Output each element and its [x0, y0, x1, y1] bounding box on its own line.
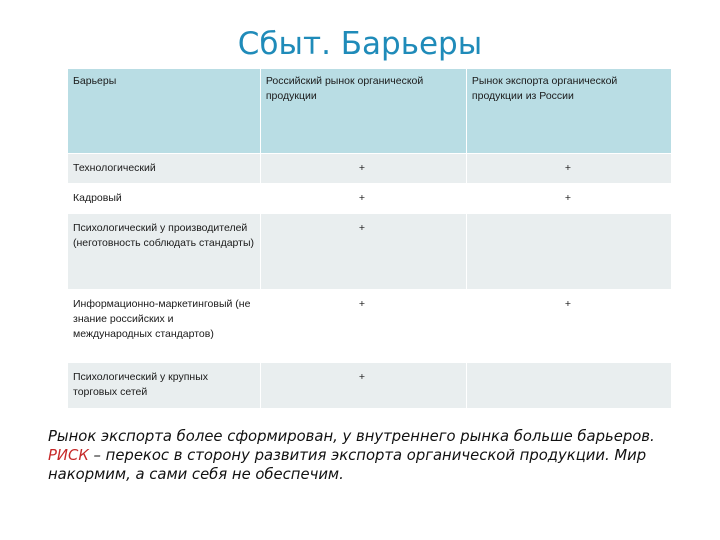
table-row — [68, 363, 672, 409]
page-title: Сбыт. Барьеры — [237, 26, 483, 62]
russian-market-mark: + — [260, 290, 466, 363]
export-market-mark: + — [466, 184, 671, 214]
conclusion-note — [48, 427, 688, 484]
header-russian-market: Российский рынок органической продукции — [260, 69, 466, 154]
header-export-market: Рынок экспорта органической продукции из России — [466, 69, 671, 154]
table-row — [68, 184, 672, 214]
note-risk-text: – перекос в сторону развития экспорта органической продукции. Мир накормим, а сами себя не обеспечим. — [48, 447, 647, 483]
table-row — [68, 214, 672, 290]
barrier-name: Информационно-маркетинговый (не знание российских и международных стандартов) — [68, 290, 261, 363]
note-line-1: Рынок экспорта более сформирован, у внутреннего рынка больше барьеров. — [48, 428, 655, 445]
table-header-row — [68, 69, 672, 154]
russian-market-mark: + — [260, 214, 466, 290]
export-market-mark: + — [466, 154, 671, 184]
table-row — [68, 290, 672, 363]
barrier-name: Психологический у производителей (неготовность соблюдать стандарты) — [68, 214, 261, 290]
table-row — [68, 154, 672, 184]
barrier-name: Психологический у крупных торговых сетей — [68, 363, 261, 409]
export-market-mark: + — [466, 290, 671, 363]
export-market-mark — [466, 214, 671, 290]
barriers-table — [67, 68, 672, 409]
russian-market-mark: + — [260, 184, 466, 214]
header-barriers: Барьеры — [68, 69, 261, 154]
russian-market-mark: + — [260, 363, 466, 409]
barrier-name: Технологический — [68, 154, 261, 184]
export-market-mark — [466, 363, 671, 409]
barrier-name: Кадровый — [68, 184, 261, 214]
risk-label: РИСК — [48, 447, 89, 464]
russian-market-mark: + — [260, 154, 466, 184]
